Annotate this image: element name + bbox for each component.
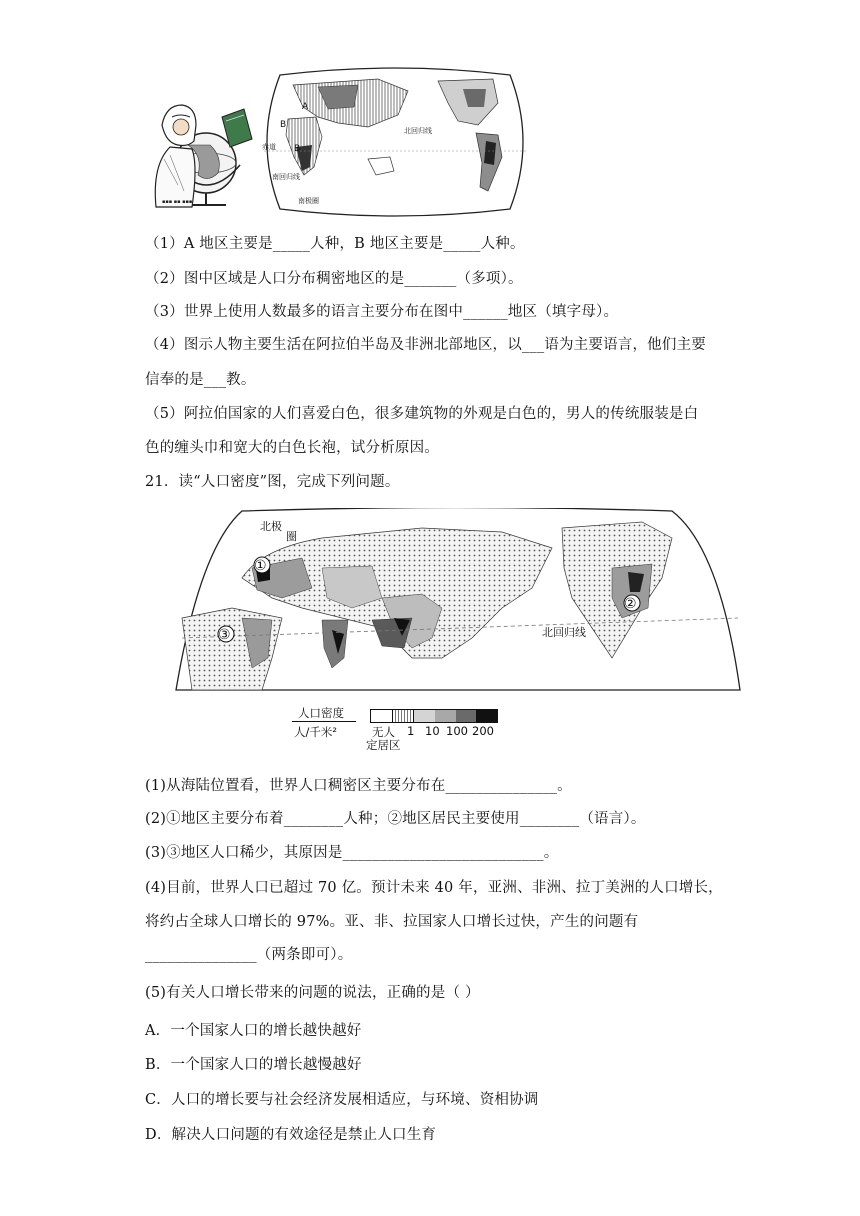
- region-a-label: A: [302, 102, 309, 112]
- world-map-races: [258, 67, 532, 217]
- q21-sub-4-line3: _______________（两条即可）。: [145, 947, 353, 963]
- tropic-capricorn-label: 南回归线: [272, 173, 300, 181]
- q20-part-2: （2）图中区域是人口分布稠密地区的是_______（多项）。: [145, 271, 523, 287]
- population-density-map: [172, 508, 744, 698]
- legend-no-people: 无人: [372, 725, 395, 739]
- region-b-label-1: B: [280, 120, 287, 130]
- legend-title-top: 人口密度: [298, 706, 344, 720]
- arctic-circle-label-2: 圈: [286, 530, 297, 543]
- marker-2: ②: [624, 596, 637, 612]
- q21-sub-1: (1)从海陆位置看，世界人口稠密区主要分布在_______________。: [145, 778, 572, 794]
- marker-1: ①: [254, 558, 267, 574]
- arctic-circle-label-1: 北极: [260, 520, 282, 533]
- tropic-cancer-label: 北回归线: [404, 127, 432, 135]
- q21-title: 21．读“人口密度”图，完成下列问题。: [145, 474, 400, 490]
- legend-tick-10: 10: [425, 724, 440, 738]
- q21-sub-2: (2)①地区主要分布着________人种；②地区居民主要使用________（语言）。: [145, 811, 646, 827]
- legend-swatch-100: [456, 710, 477, 722]
- antarctic-circle-label: 南极圈: [298, 197, 319, 205]
- legend-swatch-10: [435, 710, 456, 722]
- legend-color-bar: [370, 709, 498, 723]
- legend-tick-200: 200: [472, 724, 494, 738]
- option-d: D．解决人口问题的有效途径是禁止人口生育: [145, 1127, 437, 1143]
- q20-part-3: （3）世界上使用人数最多的语言主要分布在图中______地区（填字母）。: [145, 304, 619, 320]
- q20-part-4-line1: （4）图示人物主要生活在阿拉伯半岛及非洲北部地区，以___语为主要语言，他们主要: [145, 337, 706, 353]
- legend-title-divider: [292, 721, 356, 722]
- option-a: A．一个国家人口的增长越快越好: [145, 1023, 362, 1039]
- tropic-cancer-label: 北回归线: [542, 626, 586, 639]
- marker-3: ③: [218, 627, 231, 643]
- legend-title-bottom: 人/千米²: [294, 725, 337, 739]
- q21-sub-3: (3)③地区人口稀少，其原因是___________________________。: [145, 845, 559, 861]
- option-c: C．人口的增长要与社会经济发展相适应，与环境、资相协调: [145, 1092, 539, 1108]
- q20-part-4-line2: 信奉的是___教。: [145, 372, 256, 388]
- q20-part-5-line1: （5）阿拉伯国家的人们喜爱白色，很多建筑物的外观是白色的，男人的传统服装是白: [145, 406, 699, 422]
- svg-text:▪▪▪ ▪▪ ▪▪▪: ▪▪▪ ▪▪ ▪▪▪: [162, 199, 193, 205]
- legend-settled: 定居区: [366, 738, 401, 752]
- q21-sub-4-line2: 将约占全球人口增长的 97%。亚、非、拉国家人口增长过快，产生的问题有: [145, 914, 639, 930]
- q20-part-5-line2: 色的缠头巾和宽大的白色长袍，试分析原因。: [145, 440, 439, 456]
- legend-swatch-1: [414, 710, 435, 722]
- q20-part-1: （1）A 地区主要是_____人种，B 地区主要是_____人种。: [145, 236, 525, 252]
- legend-tick-1: 1: [407, 724, 415, 738]
- arab-man-illustration: [148, 95, 258, 210]
- option-b: B．一个国家人口的增长越慢越好: [145, 1057, 362, 1073]
- legend-swatch-none: [371, 710, 393, 722]
- region-b-label-2: B: [294, 144, 301, 154]
- equator-label: 赤道: [262, 143, 276, 151]
- legend-swatch-dots: [393, 710, 415, 722]
- q21-sub-5: (5)有关人口增长带来的问题的说法，正确的是（ ）: [145, 985, 480, 1001]
- legend-tick-100: 100: [446, 724, 468, 738]
- q21-sub-4-line1: (4)目前，世界人口已超过 70 亿。预计未来 40 年，亚洲、非洲、拉丁美洲的人口增长，: [145, 880, 723, 896]
- legend-swatch-200: [476, 710, 497, 722]
